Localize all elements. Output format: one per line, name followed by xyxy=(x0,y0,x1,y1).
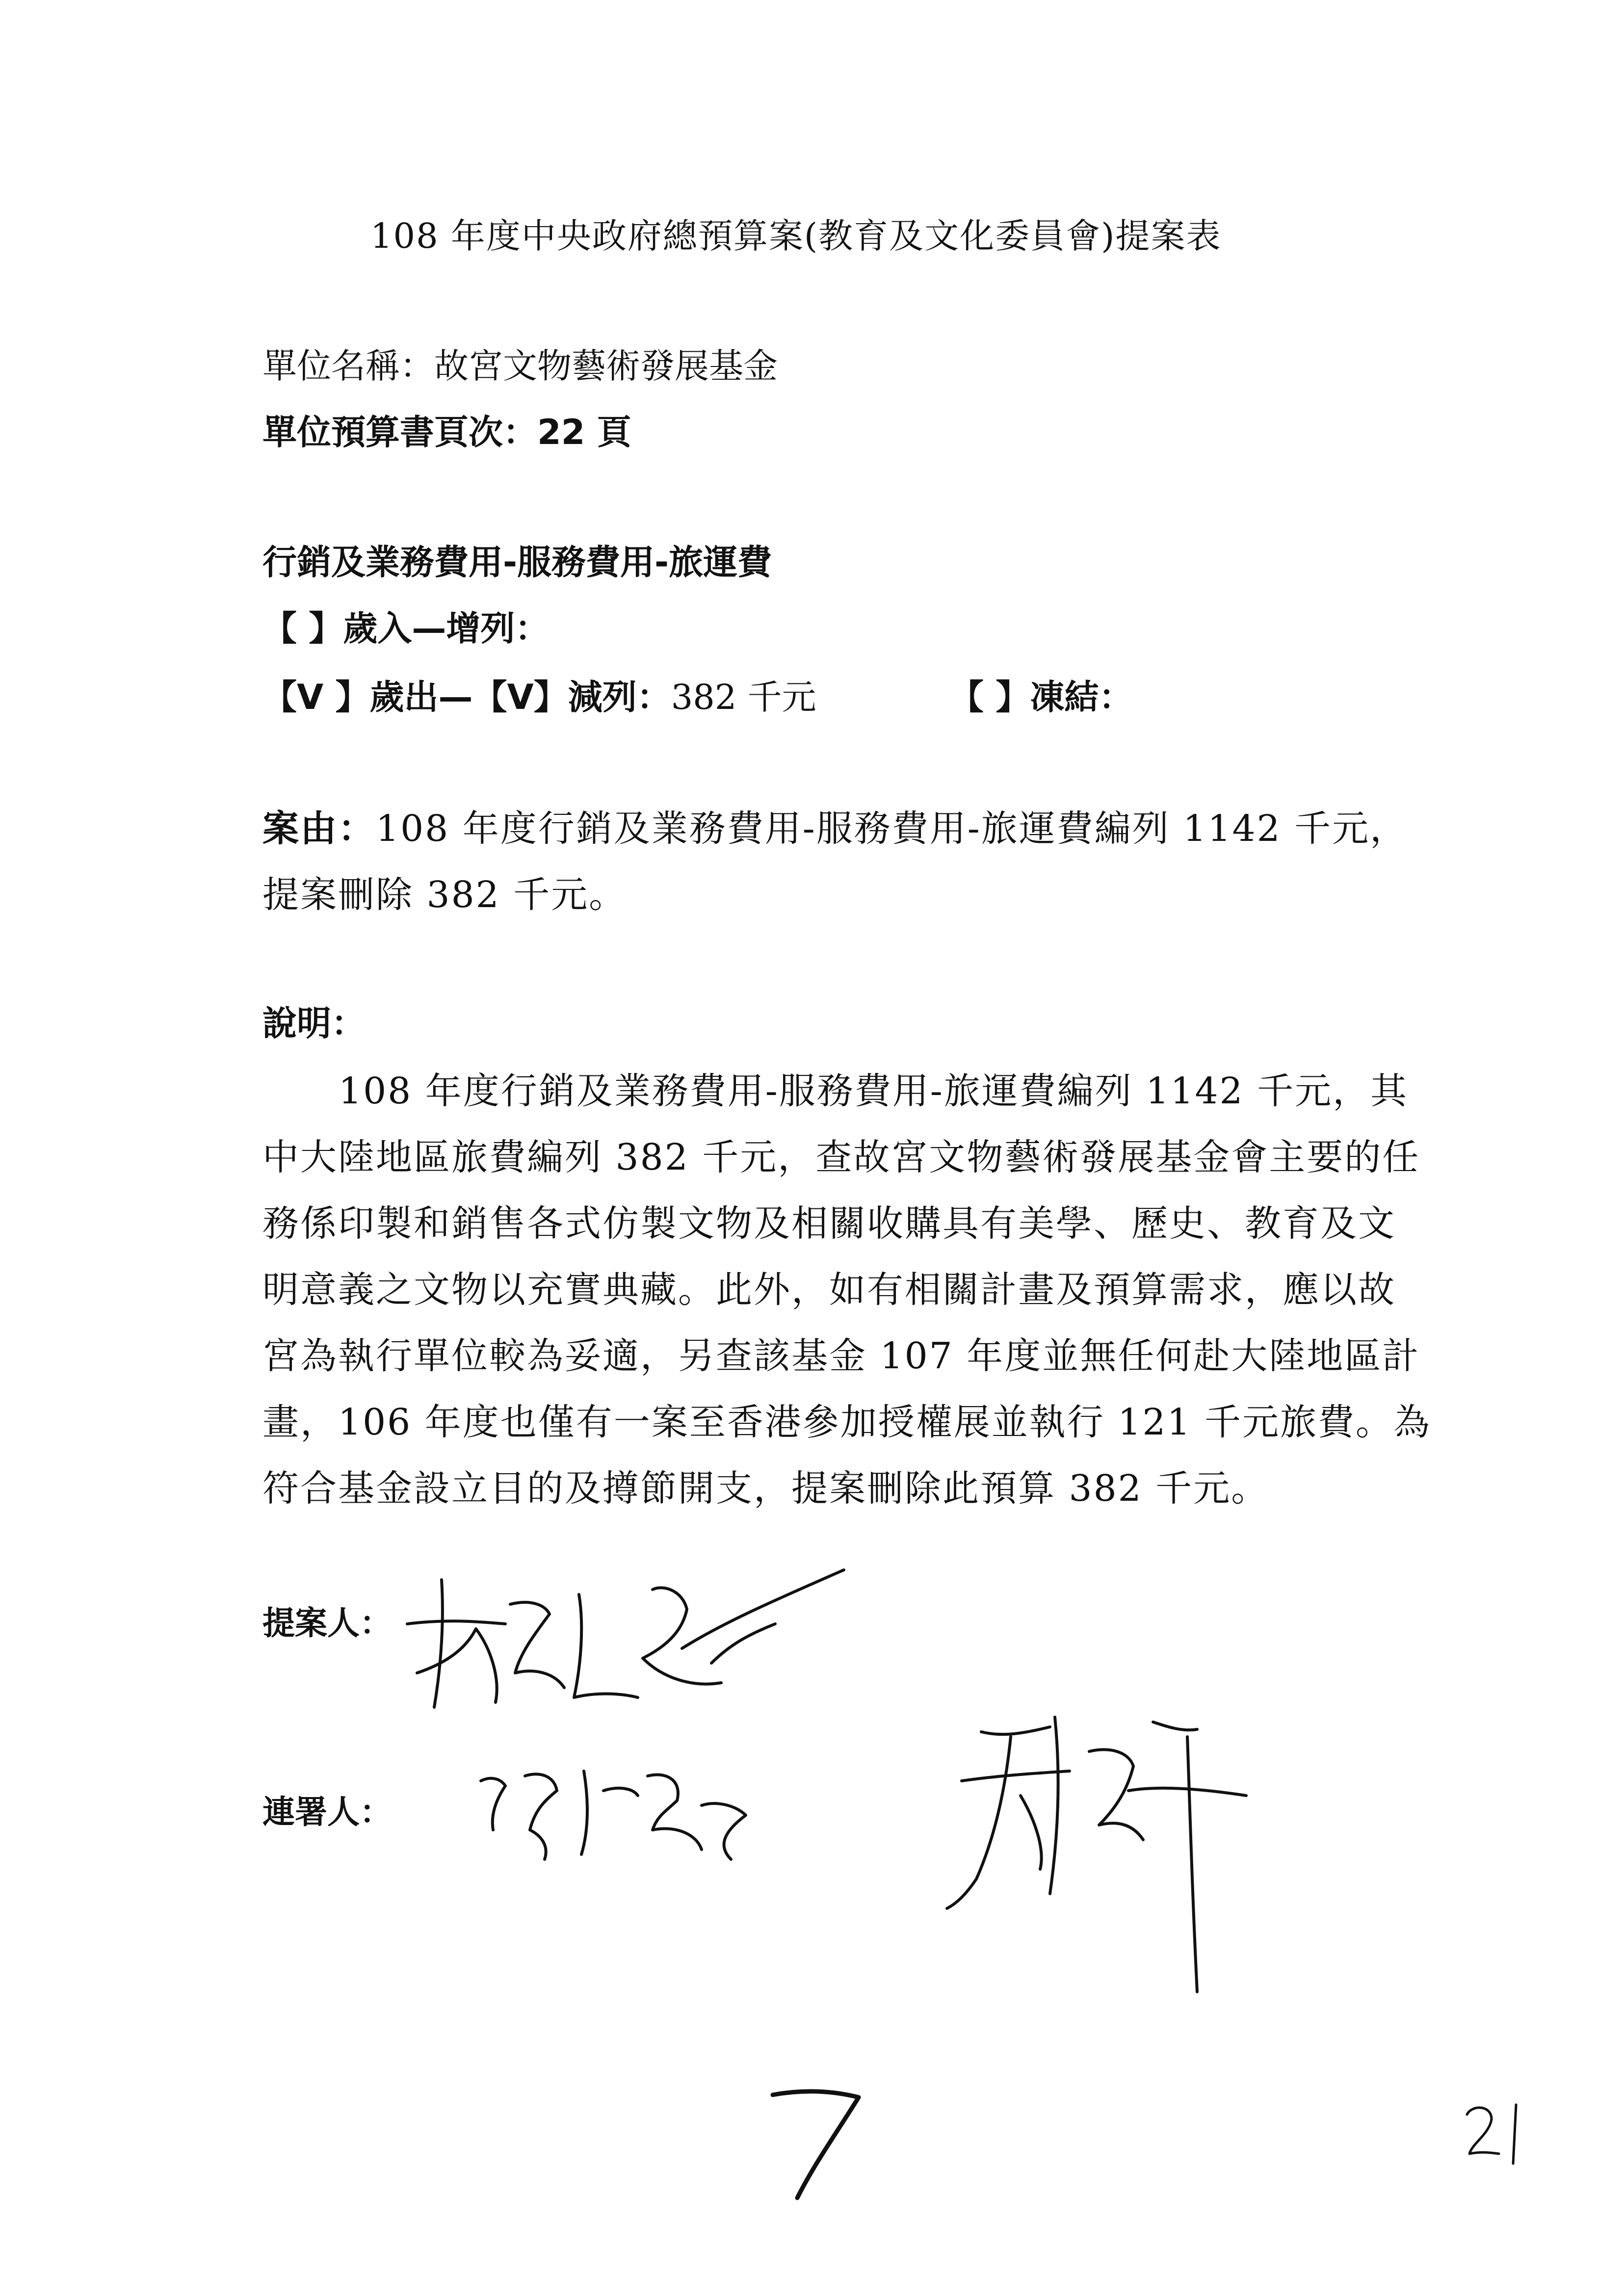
proposer-label: 提案人： xyxy=(262,1604,392,1642)
unit-name-value: 故宮文物藝術發展基金 xyxy=(434,346,778,386)
explanation-line: 宮為執行單位較為妥適，另查該基金 107 年度並無任何赴大陸地區計 xyxy=(262,1335,1420,1377)
page-number xyxy=(1462,2095,1536,2173)
explanation-line: 符合基金設立目的及撙節開支，提案刪除此預算 382 千元。 xyxy=(262,1467,1269,1510)
cosigner-signature-1 xyxy=(471,1747,775,1869)
freeze-label: 【 】凍結： xyxy=(949,677,1133,717)
unit-name-row xyxy=(262,339,778,388)
budget-item: 行銷及業務費用-服務費用-旅運費 xyxy=(262,542,772,582)
budget-page-label: 單位預算書頁次： xyxy=(262,412,537,452)
reason-label: 案由： xyxy=(262,808,376,850)
explanation-label: 說明： xyxy=(262,1003,366,1044)
explanation-line: 明意義之文物以充實典藏。此外，如有相關計畫及預算需求，應以故 xyxy=(262,1269,1396,1311)
proposer-signature xyxy=(388,1550,868,1727)
cosigner-signature-2 xyxy=(922,1707,1266,2011)
unit-name-label: 單位名稱： xyxy=(262,346,434,386)
expenditure-line xyxy=(262,670,816,719)
reason-row xyxy=(262,800,1408,852)
reason-line-1: 108 年度行銷及業務費用-服務費用-旅運費編列 1142 千元， xyxy=(376,808,1408,850)
reduction-value: 382 千元 xyxy=(671,677,816,717)
reduction-label: 【V】減列： xyxy=(472,677,671,717)
budget-page-value: 22 頁 xyxy=(537,412,631,452)
reason-line-2: 提案刪除 382 千元。 xyxy=(262,874,627,916)
explanation-line: 畫，106 年度也僅有一案至香港參加授權展並執行 121 千元旅費。為 xyxy=(262,1401,1432,1443)
explanation-line: 108 年度行銷及業務費用-服務費用-旅運費編列 1142 千元，其 xyxy=(339,1070,1409,1112)
explanation-line: 務係印製和銷售各式仿製文物及相關收購具有美學、歷史、教育及文 xyxy=(262,1202,1396,1245)
handwritten-number xyxy=(756,2075,873,2203)
explanation-line: 中大陸地區旅費編列 382 千元，查故宮文物藝術發展基金會主要的任 xyxy=(262,1136,1420,1178)
revenue-line: 【 】歲入—增列： xyxy=(262,608,550,649)
budget-page-row xyxy=(262,405,631,454)
expenditure-bracket: 【V 】歲出— xyxy=(262,677,473,717)
page-title: 108 年度中央政府總預算案(教育及文化委員會)提案表 xyxy=(370,216,1222,256)
cosigner-label: 連署人： xyxy=(262,1793,392,1831)
